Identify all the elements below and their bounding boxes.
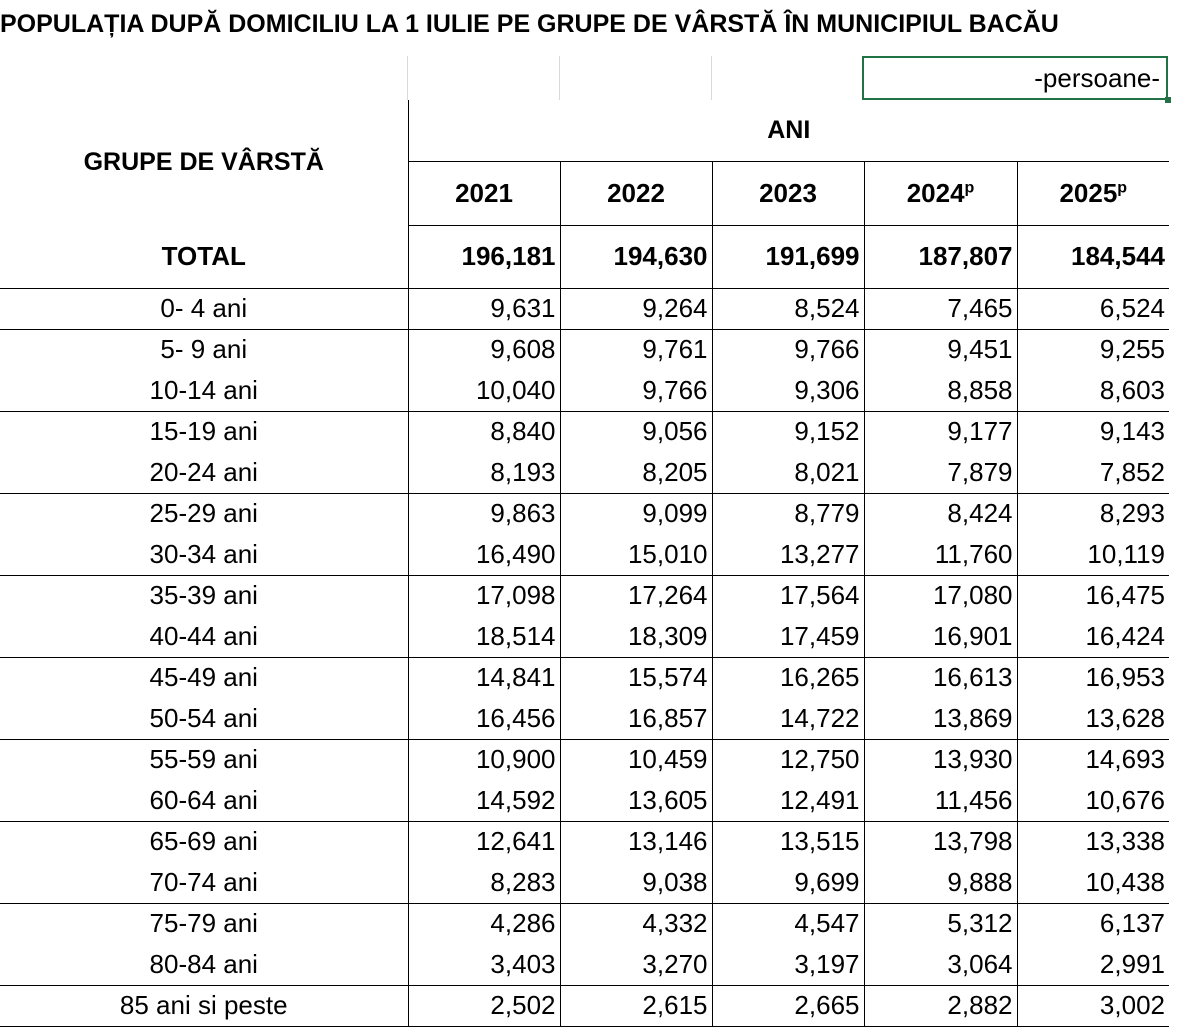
year-header-2025 (1017, 161, 1169, 225)
value-cell[interactable]: 2,665 (712, 985, 864, 1026)
table-row (0, 493, 1169, 534)
unit-cell-selected[interactable]: -persoane- (862, 56, 1168, 100)
value-cell[interactable]: 8,603 (1017, 370, 1169, 411)
value-cell[interactable]: 16,265 (712, 657, 864, 698)
age-group-label[interactable]: 70-74 ani (0, 862, 408, 903)
age-group-label[interactable]: 30-34 ani (0, 534, 408, 575)
value-cell[interactable]: 8,193 (408, 452, 560, 493)
value-cell[interactable]: 7,465 (864, 288, 1017, 329)
gridline (559, 56, 560, 100)
year-label: 2025 (1059, 177, 1118, 208)
value-cell[interactable]: 13,628 (1017, 698, 1169, 739)
value-cell[interactable]: 7,879 (864, 452, 1017, 493)
value-cell[interactable]: 191,699 (712, 225, 864, 288)
year-header-2021 (408, 161, 560, 225)
value-cell[interactable]: 3,002 (1017, 985, 1169, 1026)
age-group-label[interactable]: 10-14 ani (0, 370, 408, 411)
age-group-label[interactable]: 25-29 ani (0, 493, 408, 534)
gridline (711, 56, 712, 100)
value-cell[interactable]: 9,766 (560, 370, 712, 411)
years-header (408, 100, 1169, 161)
sheet-title: POPULAȚIA DUPĂ DOMICILIU LA 1 IULIE PE GRUPE DE VÂRSTĂ ÎN MUNICIPIUL BACĂU (0, 10, 1059, 38)
table-row (0, 616, 1169, 657)
value-cell[interactable]: 196,181 (408, 225, 560, 288)
population-table (0, 100, 1169, 1027)
age-group-label[interactable]: 5- 9 ani (0, 329, 408, 370)
value-cell[interactable]: 4,332 (560, 903, 712, 944)
value-cell[interactable]: 6,524 (1017, 288, 1169, 329)
value-cell[interactable]: 4,286 (408, 903, 560, 944)
value-cell[interactable]: 9,306 (712, 370, 864, 411)
value-cell[interactable]: 10,040 (408, 370, 560, 411)
value-cell[interactable]: 12,491 (712, 780, 864, 821)
age-group-label[interactable]: 20-24 ani (0, 452, 408, 493)
value-cell[interactable]: 9,631 (408, 288, 560, 329)
value-cell[interactable]: 9,761 (560, 329, 712, 370)
table-row (0, 944, 1169, 985)
value-cell[interactable]: 2,882 (864, 985, 1017, 1026)
value-cell[interactable]: 8,283 (408, 862, 560, 903)
value-cell[interactable]: 9,699 (712, 862, 864, 903)
value-cell[interactable]: 5,312 (864, 903, 1017, 944)
value-cell[interactable]: 13,869 (864, 698, 1017, 739)
table-row (0, 288, 1169, 329)
value-cell[interactable]: 16,490 (408, 534, 560, 575)
age-group-label[interactable]: 45-49 ani (0, 657, 408, 698)
value-cell[interactable]: 9,255 (1099, 334, 1165, 365)
value-cell[interactable]: 187,807 (864, 225, 1017, 288)
value-cell[interactable]: 13,146 (560, 821, 712, 862)
year-label: 2023 (759, 177, 817, 208)
value-cell[interactable]: 2,991 (1017, 944, 1169, 985)
age-group-label[interactable]: 15-19 ani (0, 411, 408, 452)
value-cell[interactable]: 17,264 (560, 575, 712, 616)
value-cell[interactable]: 4,547 (712, 903, 864, 944)
value-cell[interactable]: 10,438 (1017, 862, 1169, 903)
value-cell[interactable]: 16,953 (1085, 662, 1165, 693)
value-cell[interactable]: 9,863 (408, 493, 560, 534)
value-cell[interactable]: 13,798 (864, 821, 1017, 862)
table-row (0, 821, 1169, 862)
value-cell[interactable]: 10,900 (408, 739, 560, 780)
value-cell[interactable]: 9,451 (864, 329, 1017, 370)
table-row (0, 370, 1169, 411)
value-cell[interactable]: 8,524 (712, 288, 864, 329)
value-cell[interactable]: 2,615 (560, 985, 712, 1026)
provisional-mark: p (1117, 178, 1128, 196)
year-header-2022 (560, 161, 712, 225)
value-cell[interactable]: 9,056 (560, 411, 712, 452)
age-group-label[interactable]: 80-84 ani (0, 944, 408, 985)
value-cell[interactable]: 18,309 (560, 616, 712, 657)
value-cell[interactable]: 13,605 (560, 780, 712, 821)
table-row (0, 985, 1169, 1026)
year-label: 2021 (455, 177, 513, 208)
value-cell[interactable]: 13,338 (1085, 826, 1165, 857)
age-group-label[interactable]: 75-79 ani (0, 903, 408, 944)
value-cell[interactable]: 10,676 (1017, 780, 1169, 821)
value-cell[interactable]: 9,608 (408, 329, 560, 370)
age-group-label[interactable]: 55-59 ani (0, 739, 408, 780)
value-cell[interactable]: 15,010 (560, 534, 712, 575)
value-cell[interactable]: 13,515 (712, 821, 864, 862)
value-cell[interactable]: 18,514 (408, 616, 560, 657)
value-cell[interactable]: 17,098 (408, 575, 560, 616)
value-cell[interactable]: 14,592 (408, 780, 560, 821)
age-group-header-label: GRUPE DE VÂRSTĂ (83, 148, 324, 176)
value-cell[interactable]: 9,099 (560, 493, 712, 534)
age-group-label[interactable]: 85 ani si peste (0, 985, 408, 1026)
value-cell[interactable]: 8,840 (408, 411, 560, 452)
value-cell[interactable]: 16,901 (864, 616, 1017, 657)
value-cell[interactable]: 16,424 (1017, 616, 1169, 657)
table-row (0, 739, 1169, 780)
value-cell[interactable]: 15,574 (560, 657, 712, 698)
table-row (0, 698, 1169, 739)
value-cell[interactable]: 8,293 (1099, 498, 1165, 529)
year-label: 2024 (906, 177, 965, 208)
value-cell[interactable]: 14,722 (712, 698, 864, 739)
age-group-label[interactable]: 50-54 ani (0, 698, 408, 739)
age-group-label[interactable]: 60-64 ani (0, 780, 408, 821)
value-cell[interactable]: 10,459 (560, 739, 712, 780)
value-cell[interactable]: 9,177 (864, 411, 1017, 452)
age-group-label[interactable]: 65-69 ani (0, 821, 408, 862)
value-cell[interactable]: 3,064 (864, 944, 1017, 985)
value-cell[interactable]: 17,459 (712, 616, 864, 657)
gridline (407, 56, 408, 100)
table-row (0, 329, 1169, 370)
year-label: 2022 (607, 177, 665, 208)
total-row (0, 225, 1169, 288)
value-cell[interactable]: 9,264 (560, 288, 712, 329)
value-cell[interactable]: 8,779 (712, 493, 864, 534)
value-cell[interactable]: 9,152 (712, 411, 864, 452)
provisional-mark: p (964, 178, 975, 196)
value-cell[interactable]: 12,641 (408, 821, 560, 862)
value-cell[interactable]: 6,137 (1099, 908, 1165, 939)
value-cell[interactable]: 3,197 (712, 944, 864, 985)
value-cell[interactable]: 8,205 (560, 452, 712, 493)
value-cell[interactable]: 7,852 (1017, 452, 1169, 493)
value-cell[interactable]: 8,858 (864, 370, 1017, 411)
year-header-2024 (864, 161, 1017, 225)
value-cell[interactable]: 13,930 (864, 739, 1017, 780)
value-cell[interactable]: 13,277 (712, 534, 864, 575)
table-row (0, 903, 1169, 944)
value-cell[interactable]: 194,630 (560, 225, 712, 288)
age-group-label[interactable]: TOTAL (0, 225, 408, 288)
value-cell[interactable]: 11,760 (864, 534, 1017, 575)
value-cell[interactable]: 12,750 (712, 739, 864, 780)
value-cell[interactable]: 3,403 (408, 944, 560, 985)
value-cell[interactable]: 9,143 (1099, 416, 1165, 447)
value-cell[interactable]: 8,021 (712, 452, 864, 493)
table-row (0, 780, 1169, 821)
value-cell[interactable]: 3,270 (560, 944, 712, 985)
value-cell[interactable]: 2,502 (408, 985, 560, 1026)
value-cell[interactable]: 14,693 (1085, 744, 1165, 775)
year-header-2023 (712, 161, 864, 225)
table-row (0, 452, 1169, 493)
table-row (0, 575, 1169, 616)
table-row (0, 411, 1169, 452)
years-header-label: ANI (767, 115, 811, 144)
value-cell[interactable]: 16,613 (864, 657, 1017, 698)
value-cell[interactable]: 184,544 (1017, 225, 1169, 288)
age-group-label[interactable]: 0- 4 ani (0, 288, 408, 329)
value-cell[interactable]: 9,038 (560, 862, 712, 903)
value-cell[interactable]: 10,119 (1017, 534, 1169, 575)
value-cell[interactable]: 9,766 (712, 329, 864, 370)
age-group-label[interactable]: 40-44 ani (0, 616, 408, 657)
value-cell[interactable]: 17,080 (864, 575, 1017, 616)
table-row (0, 534, 1169, 575)
value-cell[interactable]: 16,456 (408, 698, 560, 739)
value-cell[interactable]: 11,456 (864, 780, 1017, 821)
value-cell[interactable]: 9,888 (864, 862, 1017, 903)
value-cell[interactable]: 17,564 (712, 575, 864, 616)
table-row (0, 657, 1169, 698)
value-cell[interactable]: 16,475 (1085, 580, 1165, 611)
value-cell[interactable]: 8,424 (864, 493, 1017, 534)
value-cell[interactable]: 14,841 (408, 657, 560, 698)
age-group-header (0, 100, 408, 225)
table-row (0, 862, 1169, 903)
age-group-label[interactable]: 35-39 ani (0, 575, 408, 616)
value-cell[interactable]: 16,857 (560, 698, 712, 739)
